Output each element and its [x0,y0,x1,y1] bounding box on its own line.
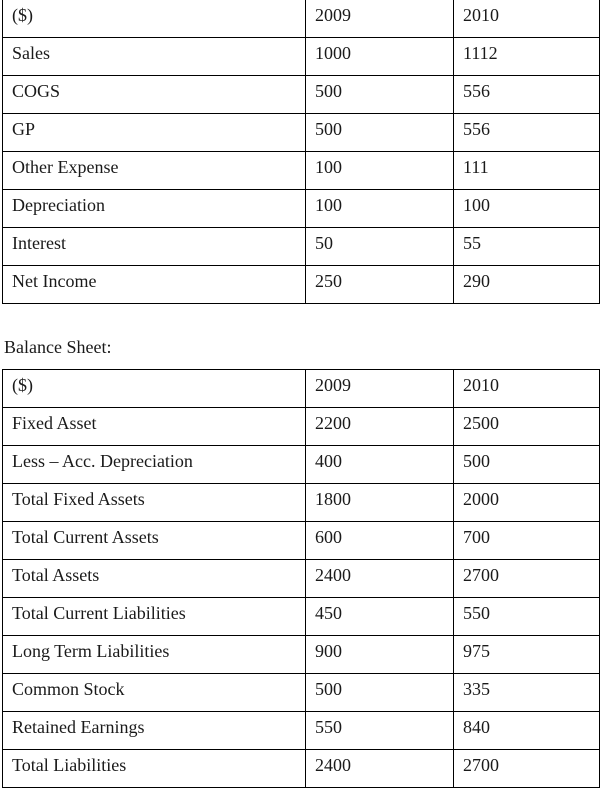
row-label: GP [3,114,306,152]
value-2009: 50 [306,228,454,266]
table-row [3,598,600,636]
table-row [3,114,600,152]
value-2010: 2000 [454,484,600,522]
value-2009: 250 [306,266,454,304]
income-statement-table [2,0,600,304]
table-row [3,522,600,560]
header-cell-2009: 2009 [306,370,454,408]
balance-sheet-table [2,369,600,788]
value-2010: 500 [454,446,600,484]
header-cell-label: ($) [3,370,306,408]
value-2010: 556 [454,76,600,114]
income-statement-body [3,0,600,304]
row-label: Total Current Liabilities [3,598,306,636]
header-cell-2010: 2010 [454,370,600,408]
table-header-row [3,370,600,408]
value-2010: 700 [454,522,600,560]
value-2010: 1112 [454,38,600,76]
value-2009: 100 [306,190,454,228]
value-2009: 2200 [306,408,454,446]
row-label: Total Assets [3,560,306,598]
row-label: Depreciation [3,190,306,228]
row-label: Retained Earnings [3,712,306,750]
value-2009: 500 [306,674,454,712]
header-cell-2010: 2010 [454,0,600,38]
value-2010: 2700 [454,750,600,788]
value-2010: 335 [454,674,600,712]
table-row [3,674,600,712]
value-2009: 550 [306,712,454,750]
table-row [3,228,600,266]
value-2009: 2400 [306,560,454,598]
table-row [3,408,600,446]
table-row [3,560,600,598]
row-label: Total Current Assets [3,522,306,560]
value-2010: 2500 [454,408,600,446]
row-label: Less – Acc. Depreciation [3,446,306,484]
row-label: Interest [3,228,306,266]
row-label: Common Stock [3,674,306,712]
value-2010: 975 [454,636,600,674]
value-2009: 2400 [306,750,454,788]
table-row [3,636,600,674]
header-cell-label: ($) [3,0,306,38]
table-row [3,152,600,190]
value-2010: 55 [454,228,600,266]
table-row [3,38,600,76]
table-row [3,190,600,228]
value-2009: 400 [306,446,454,484]
value-2009: 500 [306,76,454,114]
value-2009: 1000 [306,38,454,76]
table-row [3,266,600,304]
value-2009: 900 [306,636,454,674]
row-label: Fixed Asset [3,408,306,446]
table-header-row [3,0,600,38]
balance-sheet-body [3,370,600,788]
row-label: Sales [3,38,306,76]
balance-sheet-caption: Balance Sheet: [4,337,112,357]
table-row [3,446,600,484]
table-row [3,76,600,114]
value-2009: 600 [306,522,454,560]
value-2010: 556 [454,114,600,152]
value-2009: 1800 [306,484,454,522]
value-2010: 111 [454,152,600,190]
table-row [3,712,600,750]
value-2009: 100 [306,152,454,190]
value-2010: 840 [454,712,600,750]
row-label: Other Expense [3,152,306,190]
value-2010: 100 [454,190,600,228]
value-2010: 550 [454,598,600,636]
value-2010: 2700 [454,560,600,598]
row-label: Total Fixed Assets [3,484,306,522]
row-label: COGS [3,76,306,114]
header-cell-2009: 2009 [306,0,454,38]
row-label: Long Term Liabilities [3,636,306,674]
row-label: Net Income [3,266,306,304]
value-2010: 290 [454,266,600,304]
table-row [3,484,600,522]
row-label: Total Liabilities [3,750,306,788]
value-2009: 450 [306,598,454,636]
value-2009: 500 [306,114,454,152]
